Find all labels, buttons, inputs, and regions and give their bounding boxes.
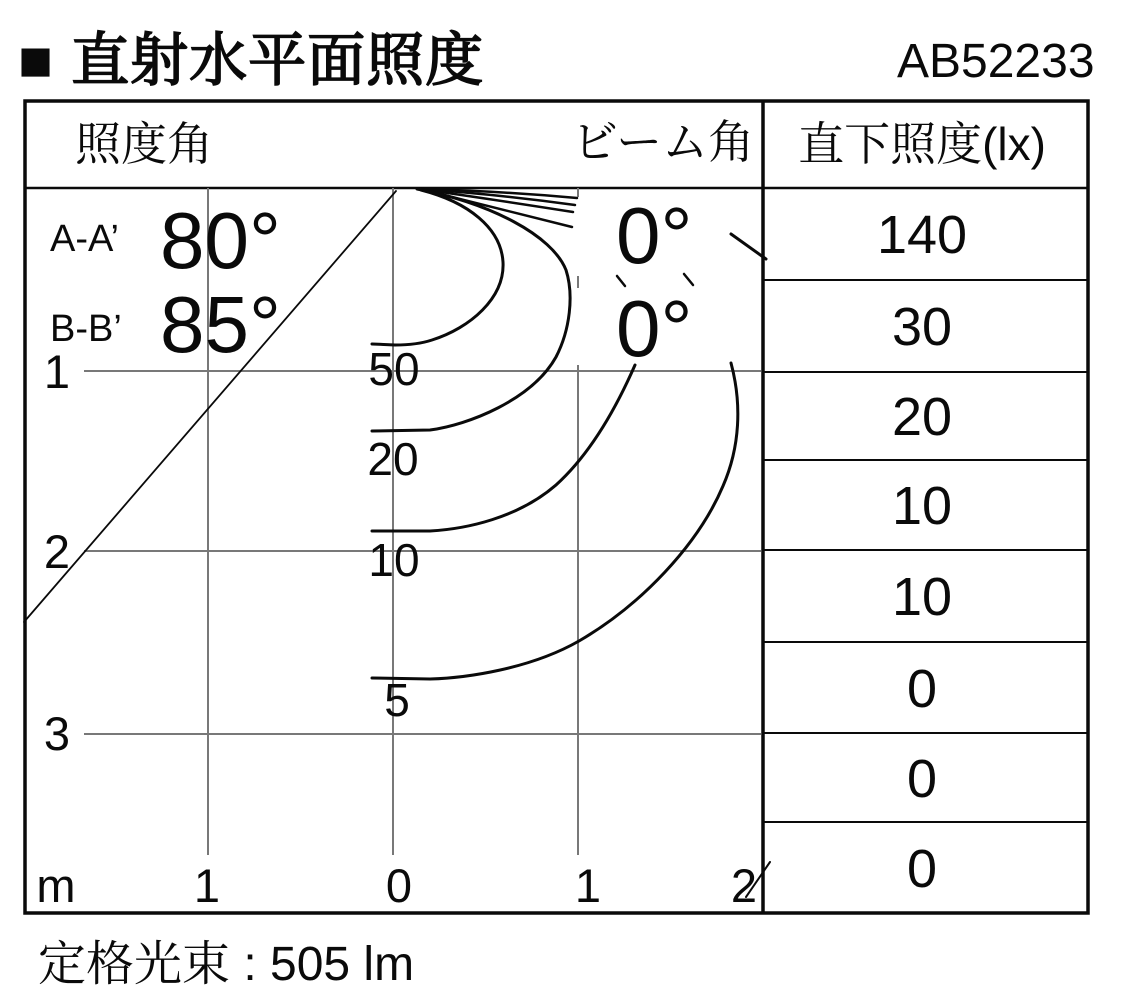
header-beam-angle: ビーム角: [572, 116, 755, 168]
plane-bb-label: B-B’: [50, 308, 122, 350]
y-axis-tick-1: 1: [43, 345, 71, 398]
plane-aa-beam-angle: 0°: [616, 191, 693, 280]
axis-unit-label: m: [36, 859, 76, 912]
direct-illuminance-value-8: 0: [906, 839, 938, 899]
direct-illuminance-value-6: 0: [906, 659, 938, 719]
plane-bb-beam-angle: 0°: [616, 284, 693, 373]
direct-illuminance-value-1: 140: [876, 205, 968, 265]
x-axis-tick-2: 2: [730, 859, 758, 912]
x-axis-tick-minus1: 1: [193, 859, 221, 912]
plane-aa-label: A-A’: [50, 218, 119, 260]
header-illuminance-angle: 照度角: [75, 118, 213, 170]
contour-5lx-curve: [372, 363, 738, 679]
x-axis-tick-1: 1: [574, 859, 602, 912]
y-axis-tick-3: 3: [43, 707, 71, 760]
contour-label-50: 50: [368, 343, 420, 395]
contour-label-20: 20: [367, 433, 419, 485]
contour-50lx-curve: [372, 190, 503, 345]
x-axis-tick-0: 0: [385, 859, 413, 912]
plane-aa-illuminance-angle: 80°: [160, 196, 281, 285]
direct-illuminance-value-4: 10: [891, 476, 953, 536]
direct-illuminance-value-2: 30: [891, 297, 953, 357]
page-title: ■ 直射水平面照度: [18, 28, 485, 93]
contour-label-5: 5: [384, 674, 410, 726]
contour-label-10: 10: [368, 534, 420, 586]
header-direct-illuminance: 直下照度(lx): [798, 118, 1046, 170]
direct-illuminance-value-7: 0: [906, 749, 938, 809]
direct-illuminance-value-5: 10: [891, 567, 953, 627]
plane-bb-illuminance-angle: 85°: [160, 280, 281, 369]
rated-luminous-flux: 定格光束 : 505 lm: [38, 938, 415, 991]
direct-illuminance-value-3: 20: [891, 387, 953, 447]
y-axis-tick-2: 2: [43, 525, 71, 578]
contour-outer-exit-segment: [731, 234, 766, 259]
product-code: AB52233: [897, 35, 1095, 88]
